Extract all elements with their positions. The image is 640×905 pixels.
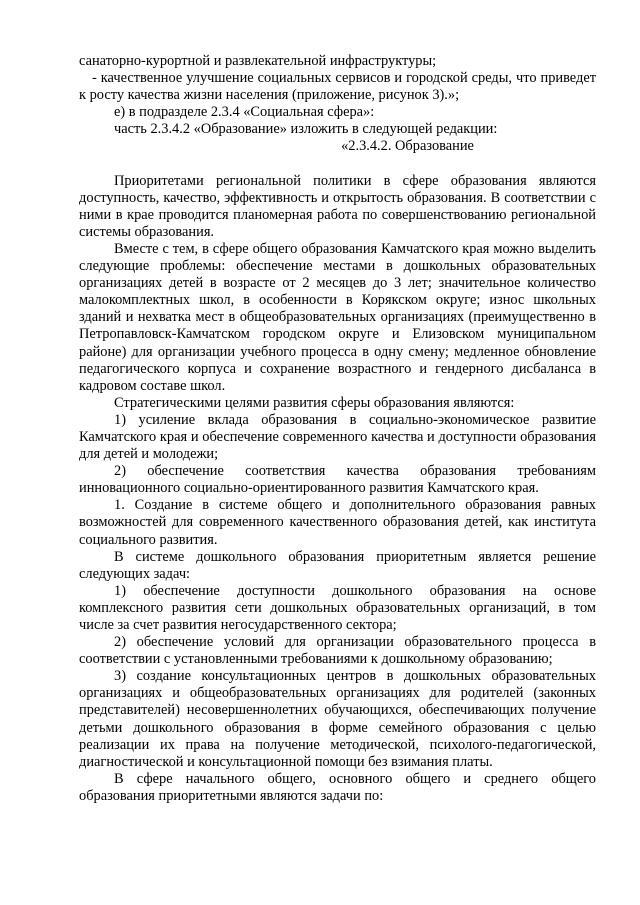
section-heading: «2.3.4.2. Образование [341, 138, 474, 155]
paragraph: е) в подразделе 2.3.4 «Социальная сфера»: [114, 104, 375, 121]
paragraph: 2) обеспечение условий для организации образовательного процесса в соответствии с установленными требованиями к дошкольному образованию; [79, 634, 596, 668]
paragraph: 1. Создание в системе общего и дополнительного образования равных возможностей для современного качественного образования детей, как института социального развития. [79, 497, 596, 548]
paragraph: санаторно-курортной и развлекательной инфраструктуры; [79, 53, 437, 69]
paragraph: В сфере начального общего, основного общего и среднего общего образования приоритетными являются задачи по: [79, 770, 596, 804]
paragraph: 2) обеспечение соответствия качества образования требованиям инновационного социально-ориентированного развития Камчатского края. [79, 463, 596, 497]
paragraph: - качественное улучшение социальных сервисов и городской среды, что приведет к росту качества жизни населения (приложение, рисунок 3).»; [79, 70, 596, 104]
paragraph: В системе дошкольного образования приоритетным является решение следующих задач: [79, 548, 596, 582]
paragraph: 3) создание консультационных центров в дошкольных образовательных организациях и общеобразовательных организациях для родителей (законных представителей) несовершеннолетних обучающихся, обеспечивающих получение детьми дошкольного образования в форме семейного образования с целью реализации их права на получение методической, психолого-педагогической, диагностической и консультационной помощи без взимания платы. [79, 668, 596, 770]
paragraph: 1) обеспечение доступности дошкольного образования на основе комплексного развития сети дошкольных образовательных организаций, в том числе за счет развития негосударственного сектора; [79, 582, 596, 633]
paragraph: 1) усиление вклада образования в социально-экономическое развитие Камчатского края и обеспечение современного качества и доступности образования для детей и молодежи; [79, 411, 596, 463]
paragraph: Приоритетами региональной политики в сфере образования являются доступность, качество, эффективность и открытость образования. В соответствии с ними в крае проводится планомерная работа по совершенствованию региональной системы образования. [79, 172, 596, 240]
document-page [79, 53, 596, 805]
paragraph: часть 2.3.4.2 «Образование» изложить в следующей редакции: [114, 121, 498, 138]
paragraph: Стратегическими целями развития сферы образования являются: [114, 394, 515, 411]
spacer [79, 156, 596, 173]
paragraph: Вместе с тем, в сфере общего образования Камчатского края можно выделить следующие проблемы: обеспечение местами в дошкольных образовательных организациях детей в возрасте от 2 месяцев до 3 лет; значительное количество малокомплектных школ, в особенности в Корякском округе; износ школьных зданий и нехватка мест в общеобразовательных организациях (преимущественно в Петропавловск-Камчатском городском округе и Елизовском муниципальном районе) для организации учебного процесса в одну смену; медленное обновление педагогического корпуса и сохранение возрастного и гендерного дисбаланса в кадровом составе школ. [79, 240, 596, 394]
